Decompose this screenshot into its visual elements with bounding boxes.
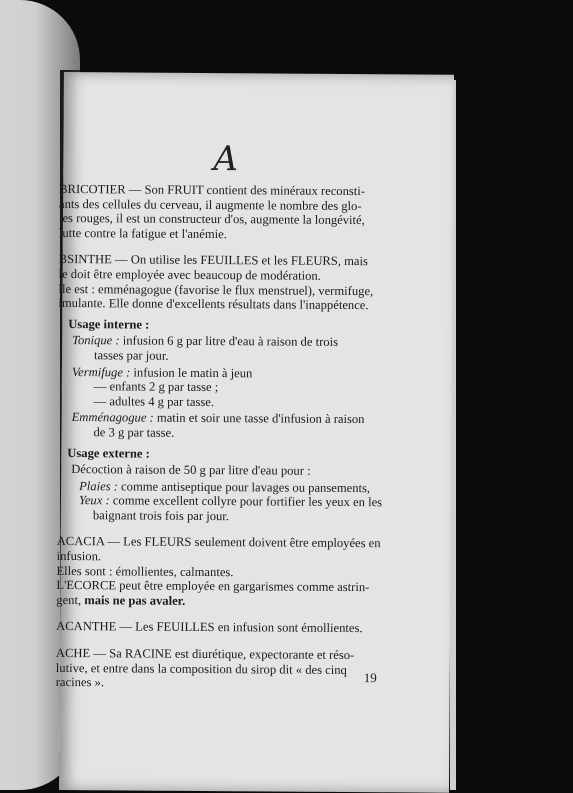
text-line: — adultes 4 g par tasse. xyxy=(93,393,215,409)
warning-text: mais ne pas avaler. xyxy=(84,592,186,608)
text-line: infusion. xyxy=(56,549,102,564)
text-fragment: gent, xyxy=(56,592,85,607)
text-line: ACANTHE — Les FEUILLES en infusion sont émollientes. xyxy=(56,619,363,636)
text-line: BSINTHE — On utilise les FEUILLES et les FLEURS, mais xyxy=(58,252,368,269)
acacia-warning-line xyxy=(56,593,386,610)
tonique-text: infusion 6 g par litre d'eau à raison de trois xyxy=(119,333,339,350)
tonique-label: Tonique : xyxy=(72,333,120,348)
text-line: ACHE — Sa RACINE est diurétique, expectorante et réso- xyxy=(55,645,355,663)
text-line: lutive, et entre dans la composition du sirop dit « des cinq xyxy=(55,660,347,677)
usage-interne-heading: Usage interne : xyxy=(68,316,150,332)
text-line: Décoction à raison de 50 g par litre d'eau pour : xyxy=(71,462,311,478)
vermifuge-text: infusion le matin à jeun xyxy=(130,365,253,380)
page-number: 19 xyxy=(363,670,377,686)
text-line: racines ». xyxy=(55,675,105,690)
text-line: le doit être employée avec beaucoup de modération. xyxy=(58,266,321,283)
text-line: tasses par jour. xyxy=(93,348,169,363)
yeux-label: Yeux : xyxy=(78,493,110,508)
entry-absinthe xyxy=(57,252,389,524)
entry-acanthe xyxy=(56,619,386,636)
yeux-text: comme excellent collyre pour fortifier les yeux en les xyxy=(109,493,383,510)
book-page xyxy=(55,72,454,793)
vermifuge-label: Vermifuge : xyxy=(71,364,131,380)
text-line: BRICOTIER — Son FRUIT contient des minéraux reconsti- xyxy=(59,181,366,199)
text-line: de 3 g par tasse. xyxy=(93,425,175,440)
text-line: baignant trois fois par jour. xyxy=(92,508,230,524)
usage-externe-heading: Usage externe : xyxy=(67,445,150,461)
page-content xyxy=(56,182,390,704)
text-line: lle est : emménagogue (favorise le flux menstruel), vermifuge, xyxy=(58,281,374,298)
plaies-text: comme antiseptique pour lavages ou pansements, xyxy=(117,479,371,495)
text-line: L'ECORCE peut être employée en gargarismes comme astrin- xyxy=(56,578,370,595)
text-line: ACACIA — Les FLEURS seulement doivent être employées en xyxy=(56,534,381,551)
emmenagogue-text: matin et soir une tasse d'infusion à raison xyxy=(153,410,365,427)
text-line: Elles sont : émollientes, calmantes. xyxy=(56,563,234,579)
plaies-label: Plaies : xyxy=(79,478,118,494)
emmenagogue-label: Emménagogue : xyxy=(71,410,154,425)
text-line: lutte contre la fatigue et l'anémie. xyxy=(58,225,227,241)
text-line: les rouges, il est un constructeur d'os, augmente la longévité, xyxy=(58,211,365,228)
text-line: ants des cellules du cerveau, il augmente le nombre des glo- xyxy=(59,196,362,213)
text-line: — enfants 2 g par tasse ; xyxy=(93,379,219,395)
text-line: imulante. Elle donne d'excellents résultats dans l'inappétence. xyxy=(58,296,369,313)
entry-ache xyxy=(56,646,386,692)
letter-ornament: A xyxy=(213,139,239,180)
entry-acacia xyxy=(56,534,387,609)
entry-abricotier xyxy=(59,182,389,243)
